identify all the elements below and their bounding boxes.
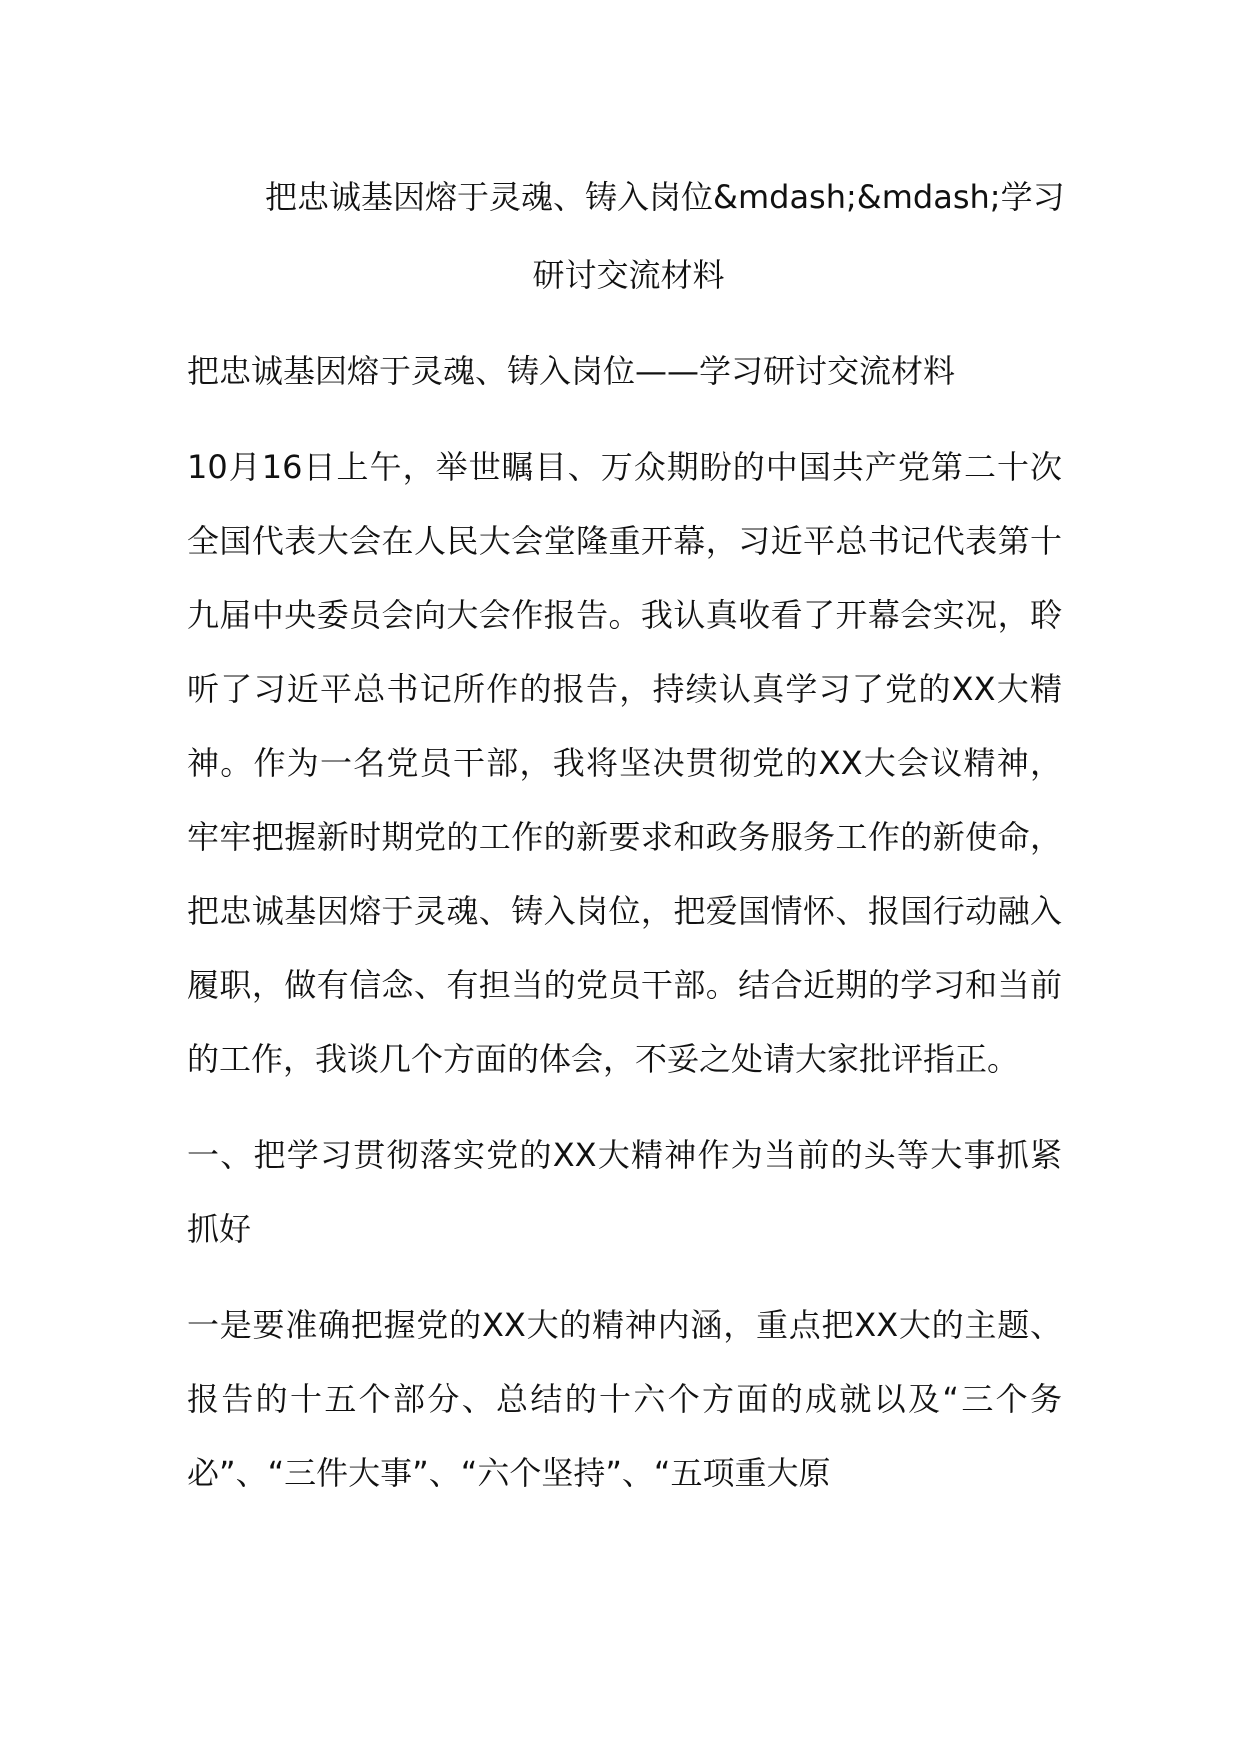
document-subtitle: 把忠诚基因熔于灵魂、铸入岗位——学习研讨交流材料: [187, 352, 956, 390]
section-1-paragraph-1: 一是要准确把握党的XX大的精神内涵，重点把XX大的主题、报告的十五个部分、总结的十六个方面的成就以及“三个务必”、“三件大事”、“六个坚持”、“五项重大原: [187, 1306, 1062, 1492]
document-title-line-1: 把忠诚基因熔于灵魂、铸入岗位&mdash;&mdash;学习: [265, 178, 1065, 216]
section-1-heading: 一、把学习贯彻落实党的XX大精神作为当前的头等大事抓紧抓好: [187, 1136, 1062, 1248]
intro-paragraph: 10月16日上午，举世瞩目、万众期盼的中国共产党第二十次全国代表大会在人民大会堂隆重开幕，习近平总书记代表第十九届中央委员会向大会作报告。我认真收看了开幕会实况，聆听了习近平总书记所作的报告，持续认真学习了党的XX大精神。作为一名党员干部，我将坚决贯彻党的XX大会议精神，牢牢把握新时期党的工作的新要求和政务服务工作的新使命，把忠诚基因熔于灵魂、铸入岗位，把爱国情怀、报国行动融入履职，做有信念、有担当的党员干部。结合近期的学习和当前的工作，我谈几个方面的体会，不妥之处请大家批评指正。: [187, 448, 1062, 1078]
document-title-line-2: 研讨交流材料: [532, 256, 725, 294]
document-body: [187, 158, 1065, 1510]
